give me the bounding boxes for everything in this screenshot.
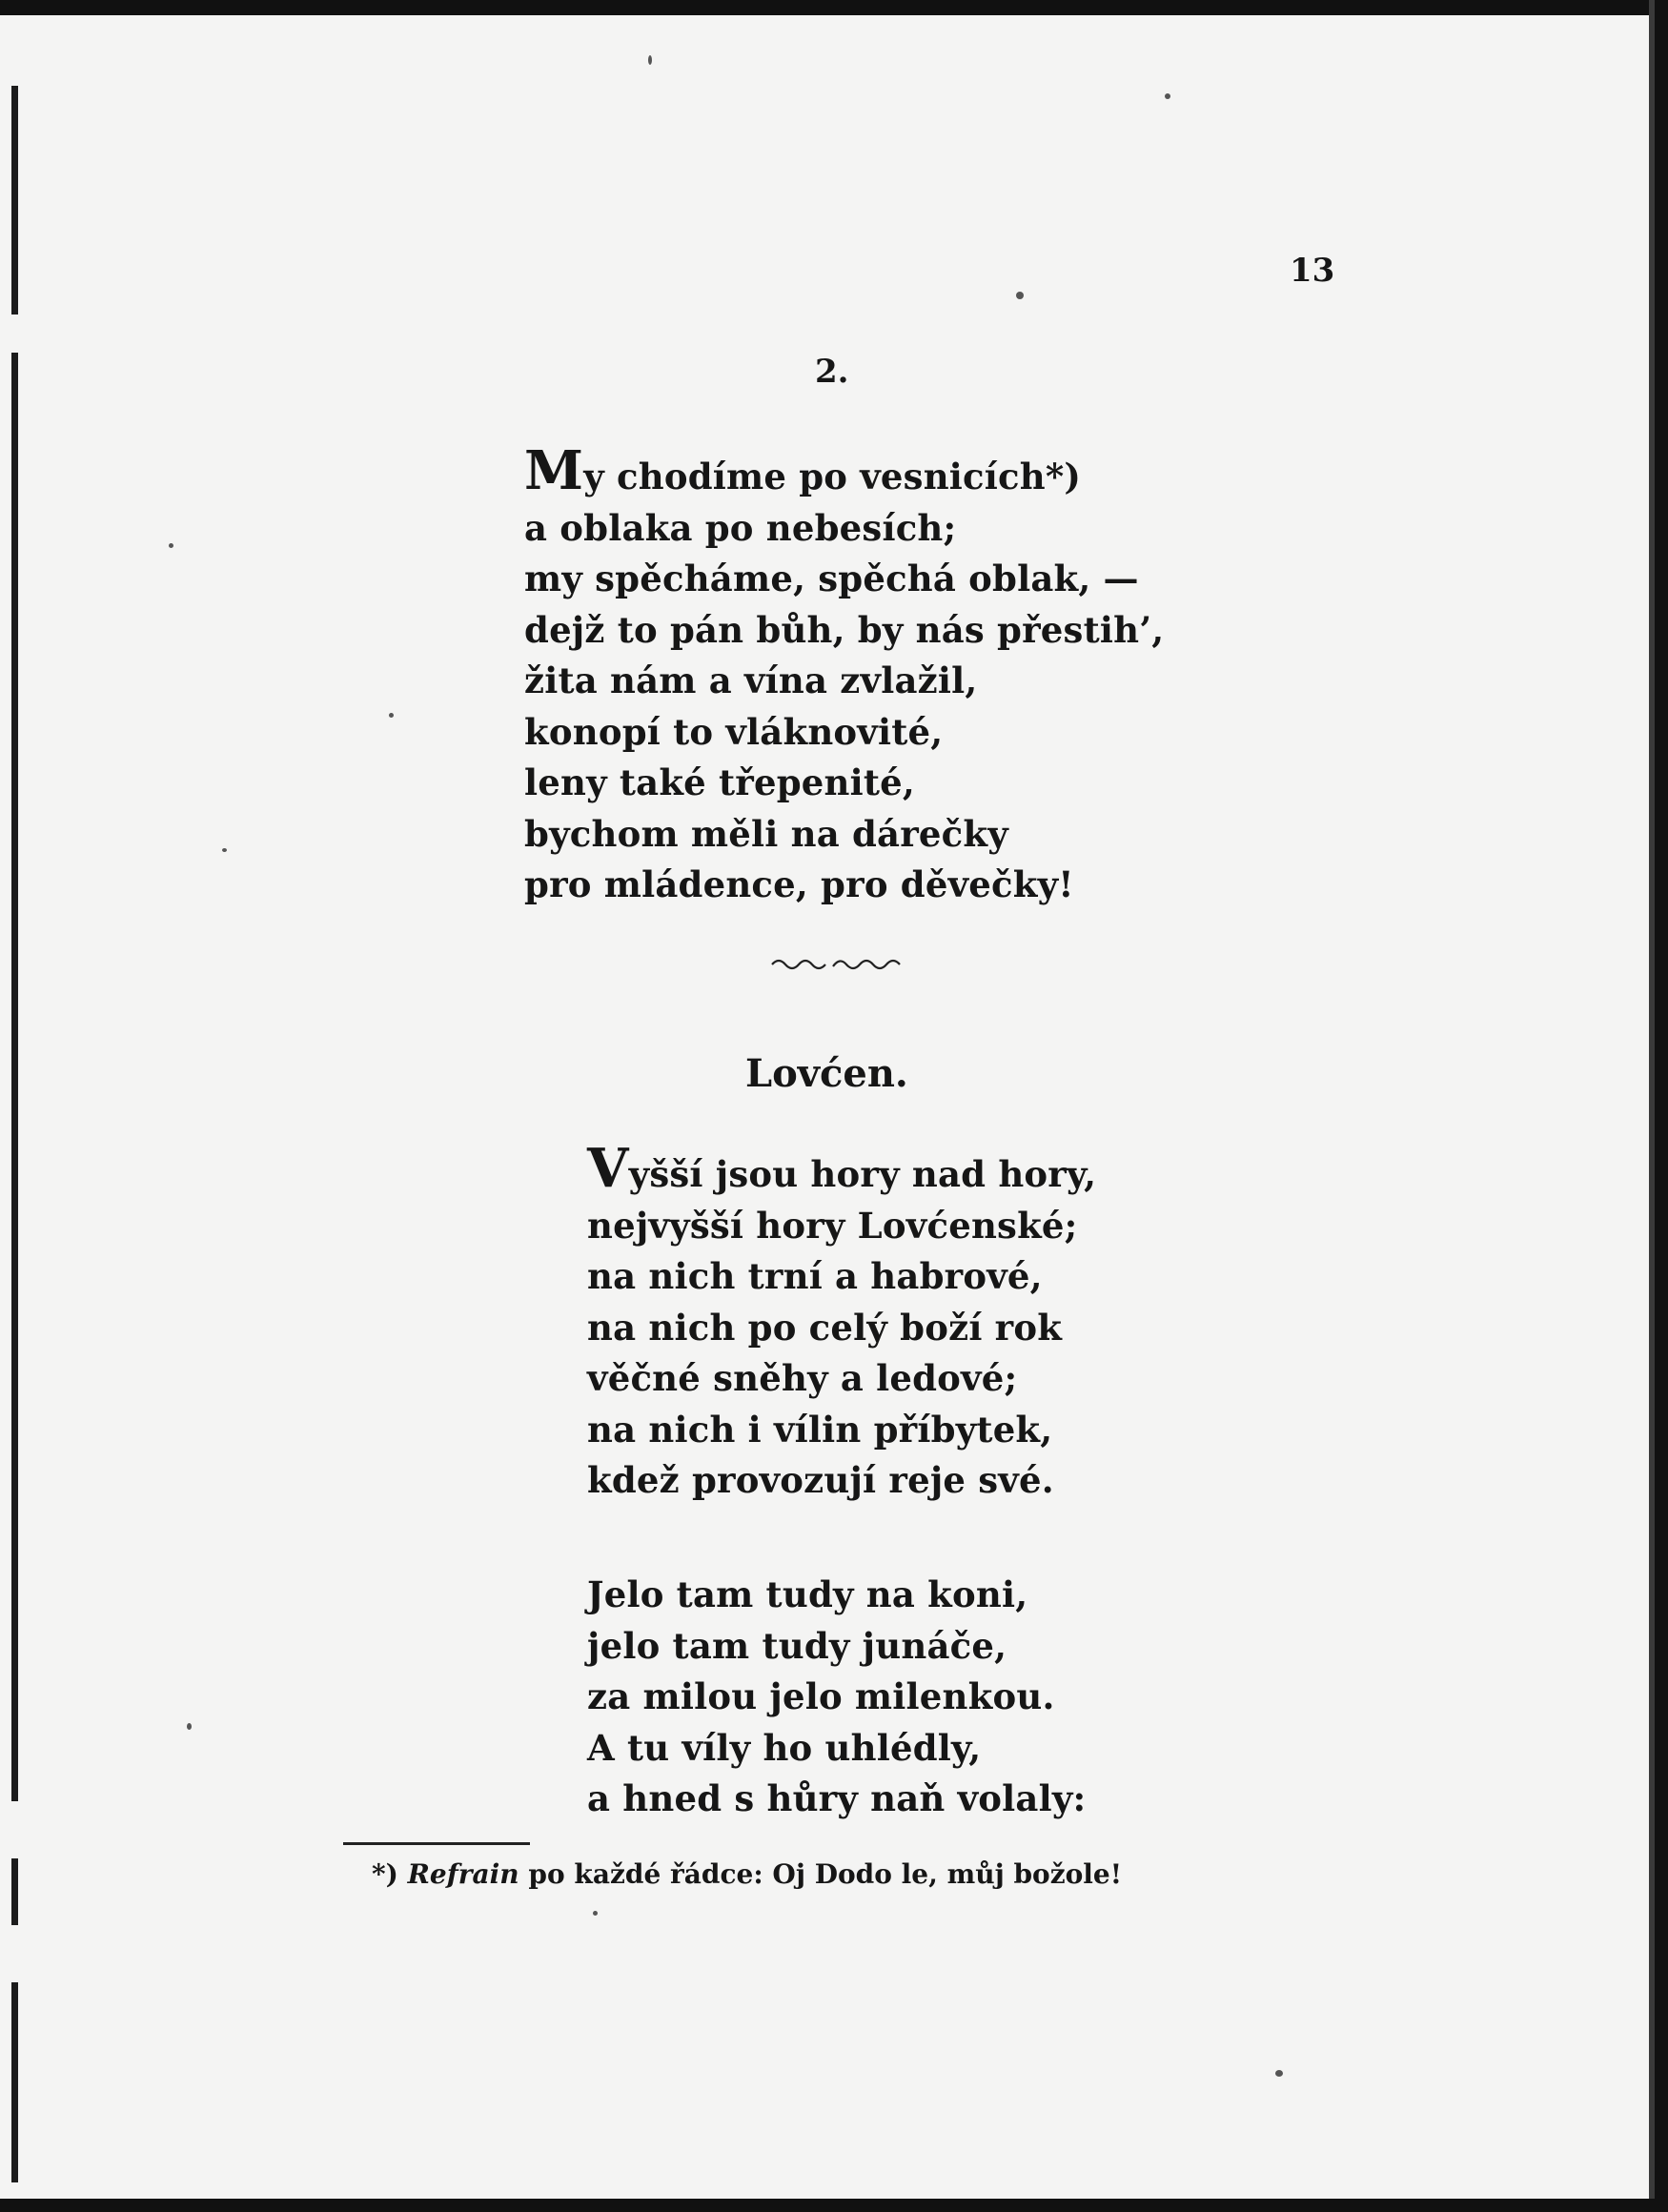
poem-stanza bbox=[587, 1137, 1097, 1507]
poem-line: na nich trní a habrové, bbox=[587, 1255, 1043, 1297]
poem-stanza bbox=[587, 1570, 1086, 1825]
poem-title: Lovćen. bbox=[745, 1051, 908, 1096]
poem-line: bychom měli na dárečky bbox=[524, 812, 1008, 855]
poem-line: konopí to vláknovité, bbox=[524, 710, 944, 753]
scan-speck bbox=[169, 543, 173, 548]
scan-speck bbox=[1165, 93, 1170, 99]
poem-line: pro mládence, pro děvečky! bbox=[524, 863, 1074, 905]
footnote-rule bbox=[343, 1842, 530, 1845]
poem-line: kdež provozují reje své. bbox=[587, 1459, 1054, 1501]
poem-line: věčné sněhy a ledové; bbox=[587, 1357, 1018, 1399]
poem-line: žita nám a vína zvlažil, bbox=[524, 660, 978, 701]
poem-line: dejž to pán bůh, by nás přestih’, bbox=[524, 608, 1165, 651]
footnote-marker: *) bbox=[372, 1858, 398, 1890]
scan-border-gap bbox=[10, 315, 21, 353]
scan-border-right bbox=[1655, 0, 1668, 2212]
poem-line: A tu víly ho uhlédly, bbox=[587, 1726, 982, 1769]
scan-speck bbox=[187, 1723, 192, 1730]
footnote-text: po každé řádce: Oj Dodo le, můj božole! bbox=[528, 1858, 1123, 1890]
poem-stanza bbox=[524, 439, 1165, 911]
poem-line: my spěcháme, spěchá oblak, — bbox=[524, 558, 1139, 599]
scan-speck bbox=[222, 848, 227, 852]
scan-speck bbox=[593, 1911, 598, 1916]
scan-speck bbox=[1016, 292, 1024, 299]
poem-line-text: yšší jsou hory nad hory, bbox=[628, 1153, 1097, 1195]
poem-line: na nich i vílin příbytek, bbox=[587, 1408, 1053, 1451]
section-number: 2. bbox=[815, 353, 849, 391]
scan-border-bottom bbox=[0, 2199, 1668, 2212]
scan-speck bbox=[648, 55, 652, 65]
scan-border-top bbox=[0, 0, 1668, 15]
scan-speck bbox=[389, 713, 394, 718]
poem-line bbox=[587, 1137, 1097, 1201]
scan-border-gap bbox=[10, 1801, 21, 1858]
poem-line: a oblaka po nebesích; bbox=[524, 506, 957, 549]
scan-border-gap bbox=[10, 1925, 21, 1982]
poem-line: leny také třepenité, bbox=[524, 761, 916, 803]
wavy-divider-ornament bbox=[770, 953, 904, 976]
footnote bbox=[372, 1858, 1122, 1890]
footnote-italic-term: Refrain bbox=[407, 1858, 519, 1890]
poem-line: Jelo tam tudy na koni, bbox=[587, 1573, 1028, 1615]
poem-line-text: y chodíme po vesnicích*) bbox=[583, 456, 1082, 497]
initial-letter: V bbox=[587, 1137, 629, 1200]
poem-line: nejvyšší hory Lovćenské; bbox=[587, 1204, 1078, 1247]
poem-line bbox=[524, 439, 1164, 503]
poem-line: na nich po celý boží rok bbox=[587, 1306, 1063, 1349]
poem-line: za milou jelo milenkou. bbox=[587, 1675, 1055, 1717]
scan-border-left bbox=[11, 86, 18, 2182]
poem-line: jelo tam tudy junáče, bbox=[587, 1624, 1007, 1667]
poem-line: a hned s hůry naň volaly: bbox=[587, 1777, 1087, 1819]
initial-letter: M bbox=[524, 439, 584, 502]
page-number: 13 bbox=[1290, 252, 1335, 290]
scan-speck bbox=[1275, 2070, 1283, 2077]
